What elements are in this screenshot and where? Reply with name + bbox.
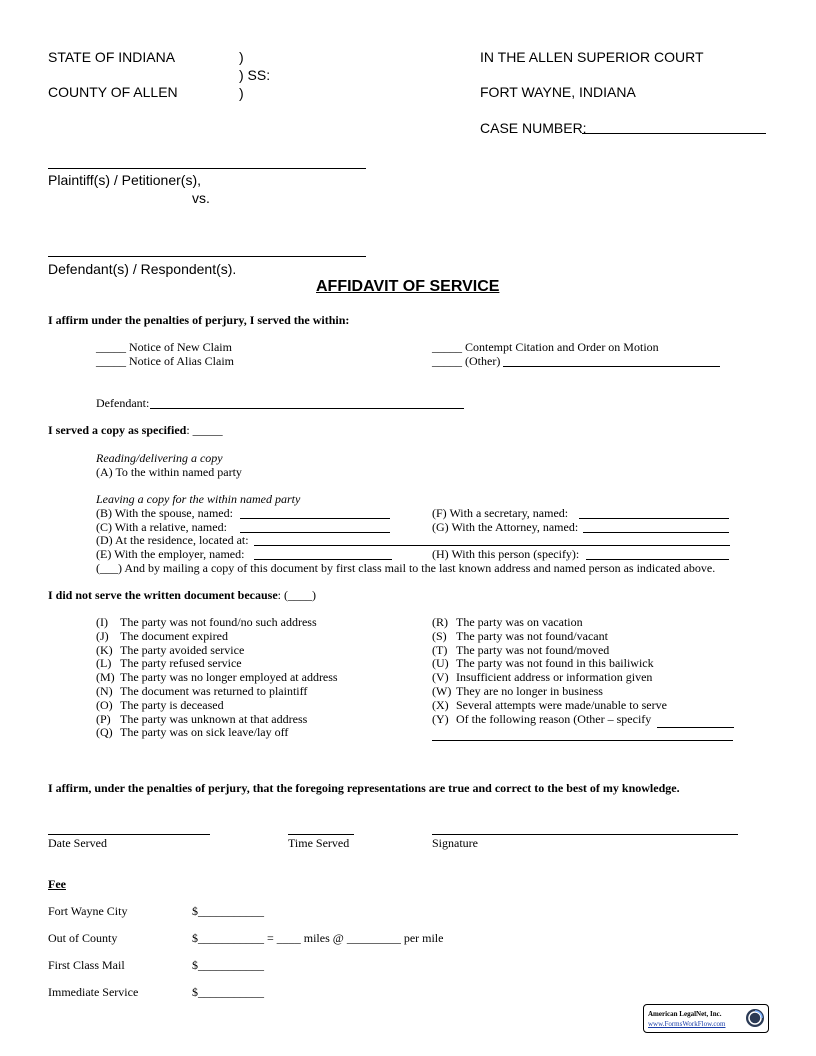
reason-code: (P) [96,711,111,726]
other-option[interactable]: _____ (Other) [432,354,501,368]
served-within-heading: I affirm under the penalties of perjury, I served the within: [48,313,350,327]
fee-label-city: Fort Wayne City [48,904,128,918]
reason-text: The party was not found/moved [456,642,610,657]
globe-icon [745,1008,765,1028]
court-name: IN THE ALLEN SUPERIOR COURT [480,49,704,65]
reason-option[interactable] [96,726,288,738]
reason-code: (O) [96,697,113,712]
reason-code: (U) [432,656,449,671]
reason-text: The party was not found in this bailiwick [456,656,654,671]
reason-code: (T) [432,642,448,657]
reason-option[interactable] [96,671,338,683]
reason-code: (W) [432,684,452,698]
defendant-served-label: Defendant: [96,396,150,410]
secretary-name-field[interactable] [579,518,729,519]
ss-label: ) SS: [239,67,271,83]
reason-text: Insufficient address or information given [456,670,653,685]
fee-value-city[interactable]: $___________ [192,904,264,918]
reason-code: (I) [96,615,108,629]
date-served-label: Date Served [48,836,107,850]
reason-option[interactable] [96,657,242,669]
reason-code: (Y) [432,711,449,726]
reason-option[interactable] [432,630,608,642]
reason-option[interactable] [96,616,317,628]
attorney-name-field[interactable] [583,532,729,533]
reason-option[interactable] [96,713,307,725]
defendant-label: Defendant(s) / Respondent(s). [48,261,237,277]
copy-specified-heading [48,424,223,436]
date-served-field[interactable] [48,834,210,835]
leaving-copy-heading: Leaving a copy for the within named party [96,492,301,506]
reason-text: The party is deceased [120,697,224,712]
option-a[interactable]: (A) To the within named party [96,465,242,479]
publisher-name: American LegalNet, Inc. [648,1010,722,1018]
defendant-served-field[interactable] [150,408,464,409]
affirmation-statement: I affirm, under the penalties of perjury, that the foregoing representations are true and correct to the best of my knowledge. [48,781,680,795]
employer-name-field[interactable] [254,559,392,560]
not-served-heading-text: I did not serve the written document because [48,588,278,602]
option-g[interactable]: (G) With the Attorney, named: [432,520,579,534]
not-served-heading [48,589,316,601]
reading-delivering-heading: Reading/delivering a copy [96,451,223,465]
county-label: COUNTY OF ALLEN [48,84,178,100]
reason-text: The party was no longer employed at address [120,670,338,685]
option-h[interactable]: (H) With this person (specify): [432,547,580,561]
reason-code: (L) [96,656,112,671]
not-served-blank[interactable]: : (____) [277,588,316,602]
contempt-citation-option[interactable]: _____ Contempt Citation and Order on Motion [432,340,659,354]
copy-specified-heading-text: I served a copy as specified [48,423,187,437]
fee-value-county[interactable]: $___________ = ____ miles @ _________ per mile [192,931,444,945]
fee-label-county: Out of County [48,931,118,945]
other-reason-field-2[interactable] [432,740,733,741]
reason-text: The document was returned to plaintiff [120,684,308,698]
reason-text: The party avoided service [120,642,245,657]
defendant-name-field[interactable] [48,256,366,257]
reason-option[interactable] [432,699,667,711]
option-d[interactable]: (D) At the residence, located at: [96,533,249,547]
fee-value-mail[interactable]: $___________ [192,958,264,972]
other-specify-field[interactable] [503,366,720,367]
copy-specified-blank[interactable]: : _____ [186,423,223,437]
reason-option[interactable] [432,616,583,628]
spouse-name-field[interactable] [240,518,390,519]
option-b[interactable]: (B) With the spouse, named: [96,506,233,520]
reason-text: The party was not found/vacant [456,628,608,643]
reason-code: (M) [96,670,115,685]
caption-paren: ) [239,85,244,101]
reason-text: They are no longer in business [456,684,603,698]
fee-label-mail: First Class Mail [48,958,125,972]
court-city: FORT WAYNE, INDIANA [480,84,636,100]
residence-address-field[interactable] [254,545,730,546]
notice-alias-claim-option[interactable]: _____ Notice of Alias Claim [96,354,234,368]
publisher-logo [643,1004,769,1033]
case-number-field[interactable] [582,133,766,134]
reason-text: The party was unknown at that address [120,711,308,726]
reason-code: (J) [96,628,109,643]
time-served-field[interactable] [288,834,354,835]
reason-text: The party was on sick leave/lay off [120,725,289,740]
plaintiff-name-field[interactable] [48,168,366,169]
reason-text: The party was on vacation [456,615,583,629]
time-served-label: Time Served [288,836,350,850]
signature-label: Signature [432,836,478,850]
reason-code: (S) [432,628,447,643]
reason-code: (X) [432,697,449,712]
case-number-label: CASE NUMBER: [480,120,587,136]
reason-code: (R) [432,615,448,629]
reason-option[interactable] [96,644,244,656]
reason-text: The party was not found/no such address [120,615,317,629]
vs-label: vs. [192,190,210,206]
notice-new-claim-option[interactable]: _____ Notice of New Claim [96,340,232,354]
option-e[interactable]: (E) With the employer, named: [96,547,245,561]
fee-label-immediate: Immediate Service [48,985,139,999]
other-person-field[interactable] [586,559,729,560]
reason-option[interactable] [96,699,224,711]
reason-option[interactable] [432,713,651,725]
reason-option[interactable] [432,644,609,656]
plaintiff-label: Plaintiff(s) / Petitioner(s), [48,172,202,188]
reason-code: (K) [96,642,113,657]
relative-name-field[interactable] [240,532,390,533]
reason-option[interactable] [96,630,228,642]
fee-heading: Fee [48,877,66,891]
reason-text: The party refused service [120,656,242,671]
fee-value-immediate[interactable]: $___________ [192,985,264,999]
reason-code: (Q) [96,725,113,740]
reason-option[interactable] [432,657,654,669]
reason-text: Several attempts were made/unable to serve [456,697,667,712]
reason-option[interactable] [432,671,652,683]
publisher-link[interactable]: www.FormsWorkFlow.com [648,1020,726,1028]
page-title: AFFIDAVIT OF SERVICE [316,278,500,295]
option-f[interactable]: (F) With a secretary, named: [432,506,569,520]
other-reason-field[interactable] [657,727,734,728]
reason-text: The document expired [120,628,228,643]
signature-field[interactable] [432,834,738,835]
state-label: STATE OF INDIANA [48,49,176,65]
reason-code: (N) [96,684,113,698]
reason-code: (V) [432,670,449,685]
mailing-option[interactable]: (___) And by mailing a copy of this document by first class mail to the last known address and named person as indicated above. [96,561,716,575]
reason-option[interactable] [96,685,307,697]
option-c[interactable]: (C) With a relative, named: [96,520,227,534]
reason-text: Of the following reason (Other – specify [456,711,652,726]
caption-paren: ) [239,49,244,65]
reason-option[interactable] [432,685,603,697]
